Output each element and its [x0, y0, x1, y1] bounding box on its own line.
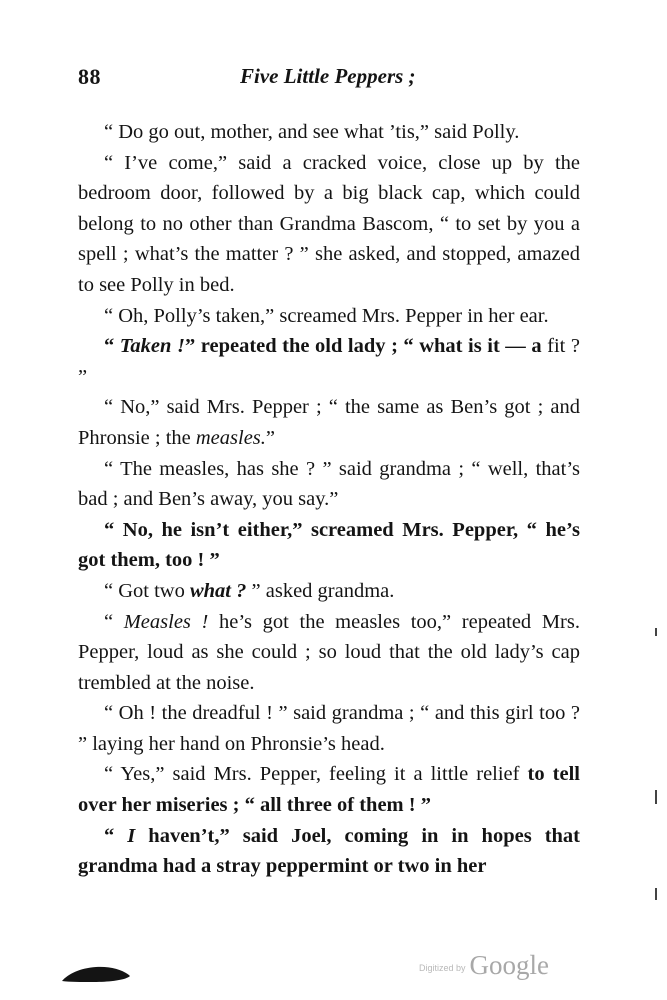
scan-edge-mark	[655, 628, 657, 636]
text-run: Measles !	[123, 610, 209, 633]
scan-edge-mark	[655, 888, 657, 900]
page-number: 88	[78, 64, 101, 89]
paragraph	[78, 392, 580, 453]
text-run: “ I’ve come,” said a cracked voice, close up by the bedroom door, followed by a big black cap, which could belong to no other than Grandma Bascom, “ to set by you a spell ; what’s the matter ? ” she asked, and stopped, amazed to see Polly in bed.	[78, 151, 580, 296]
text-run: Taken !	[119, 335, 185, 358]
paragraph	[78, 117, 580, 148]
ink-blot-mark	[60, 962, 132, 984]
running-title: Five Little Peppers ;	[240, 64, 416, 88]
text-run: “ The measles, has she ? ” said grandma ; “ well, that’s bad ; and Ben’s away, you say.”	[78, 457, 580, 511]
text-run: to tell over her miseries ; “ all three of them ! ”	[78, 763, 580, 817]
paragraph	[78, 698, 580, 759]
text-run: “ Oh ! the dreadful ! ” said grandma ; “ and this girl too ? ” laying her hand on Phronsie’s head.	[78, 702, 580, 755]
text-run: “	[104, 335, 120, 358]
text-run: “ Do go out, mother, and see what ’tis,” said Polly.	[104, 121, 520, 143]
text-run: ” asked grandma.	[246, 579, 395, 602]
text-run: “ No,” said Mrs. Pepper ; “ the same as Ben’s got ; and Phronsie ; the	[78, 396, 580, 449]
text-run: he’s got the measles too,” repeated Mrs. Pepper, loud as she could ; so loud that the old lady’s cap trembled at the noise.	[78, 610, 580, 694]
text-run: measles.	[195, 426, 266, 449]
text-run: “ Yes,” said Mrs. Pepper, feeling it a little relief	[104, 763, 528, 786]
text-run: ” repeated the old lady ; “ what is it — a	[184, 335, 542, 358]
paragraph	[78, 607, 580, 699]
scan-edge-mark	[655, 790, 657, 804]
text-run: what ?	[189, 579, 247, 602]
paragraph	[78, 148, 580, 301]
text-run: ”	[265, 426, 276, 449]
text-run: “	[104, 610, 124, 633]
paragraph	[78, 515, 580, 576]
paragraph	[78, 759, 580, 820]
text-run: “ Oh, Polly’s taken,” screamed Mrs. Pepper in her ear.	[104, 304, 549, 327]
text-run: “	[104, 824, 128, 847]
text-run: fit ? ”	[78, 335, 581, 388]
paragraph	[78, 821, 580, 882]
text-run: haven’t,” said Joel, coming in in hopes that grandma had a stray peppermint or two in her	[78, 824, 581, 878]
text-run: “ Got two	[104, 579, 190, 602]
digitized-by-google-watermark	[419, 946, 549, 980]
paragraph	[78, 301, 580, 332]
paragraph	[78, 331, 580, 392]
paragraph	[78, 576, 580, 607]
text-run: “ No, he isn’t either,” screamed Mrs. Pepper, “ he’s got them, too ! ”	[78, 518, 580, 572]
page-header	[78, 64, 580, 94]
google-wordmark: Google	[469, 950, 550, 980]
paragraph	[78, 454, 580, 515]
digitized-by-label: Digitized by	[419, 963, 466, 973]
text-run: I	[127, 824, 136, 847]
body-text	[78, 117, 580, 882]
